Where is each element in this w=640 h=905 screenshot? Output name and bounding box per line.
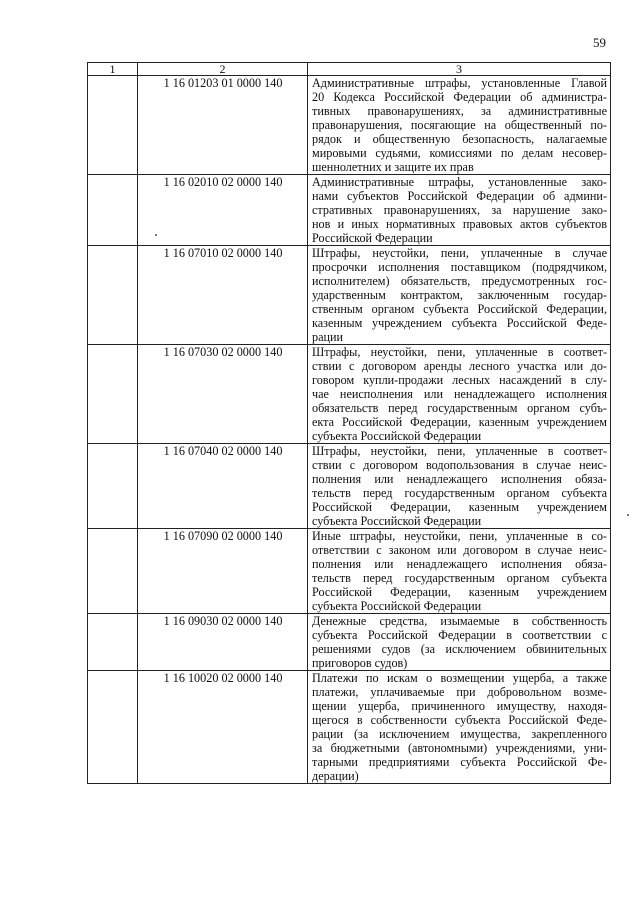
description-line: за бюджетными (автономными) учреждениями, уни- [312, 741, 607, 755]
description-line: тивных правонарушениях, за административные [312, 104, 607, 118]
description-line: казенным учреждением субъекта Российской Феде- [312, 316, 607, 330]
description-line: нами субъектов Российской Федерации об админи- [312, 189, 607, 203]
description-line: Иные штрафы, неустойки, пени, уплаченные в со- [312, 529, 607, 543]
description-line: мировыми судьями, комиссиями по делам несовер- [312, 146, 607, 160]
description-line: Российской Федерации [312, 231, 433, 245]
description-line: нов и иных нормативных правовых актов субъектов [312, 217, 607, 231]
description-line: рядок и общественную безопасность, налагаемые [312, 132, 607, 146]
budget-code: 1 16 07040 02 0000 140 [138, 444, 308, 529]
revenue-description [308, 529, 611, 614]
description-line: ударственным контрактом, заключенным государ- [312, 288, 607, 302]
row-number-cell [88, 444, 138, 529]
revenue-description [308, 246, 611, 345]
revenue-description [308, 614, 611, 671]
description-line: 20 Кодекса Российской Федерации об администра- [312, 90, 607, 104]
description-line: ственным органом субъекта Российской Федерации, [312, 302, 607, 316]
revenue-description [308, 76, 611, 175]
column-header-2: 2 [138, 63, 308, 76]
description-line: Платежи по искам о возмещении ущерба, а также [312, 671, 607, 685]
description-line: полнения или ненадлежащего исполнения обяза- [312, 472, 607, 486]
revenue-description [308, 175, 611, 246]
revenue-description [308, 671, 611, 784]
table-row [88, 246, 611, 345]
revenue-description [308, 345, 611, 444]
description-line: просрочки исполнения поставщиком (подрядчиком, [312, 260, 607, 274]
description-line: обязательств перед государственным органом субъ- [312, 401, 607, 415]
description-line: ответствии с законом или договором в случае неис- [312, 543, 607, 557]
row-number-cell [88, 76, 138, 175]
table-row [88, 614, 611, 671]
budget-code: 1 16 10020 02 0000 140 [138, 671, 308, 784]
budget-code: 1 16 09030 02 0000 140 [138, 614, 308, 671]
budget-code: 1 16 07030 02 0000 140 [138, 345, 308, 444]
row-number-cell [88, 175, 138, 246]
description-line: тарными предприятиями субъекта Российской Фе- [312, 755, 607, 769]
scan-speck [627, 514, 629, 516]
row-number-cell [88, 671, 138, 784]
description-line: щегося в собственности субъекта Российской Феде- [312, 713, 607, 727]
row-number-cell [88, 246, 138, 345]
description-line: исполнителем) обязательств, предусмотренных гос- [312, 274, 607, 288]
description-line: Российской Федерации, казенным учреждением [312, 500, 607, 514]
description-line: ствии с договором аренды лесного участка или до- [312, 359, 607, 373]
description-line: рации (за исключением имущества, закрепленного [312, 727, 607, 741]
description-line: чае неисполнения или ненадлежащего исполнения [312, 387, 607, 401]
revenue-description [308, 444, 611, 529]
description-line: приговоров судов) [312, 656, 408, 670]
description-line: субъекта Российской Федерации [312, 599, 482, 613]
description-line: ствии с договором водопользования в случае неис- [312, 458, 607, 472]
budget-code: 1 16 02010 02 0000 140 [138, 175, 308, 246]
description-line: платежи, уплачиваемые при добровольном возме- [312, 685, 607, 699]
description-line: дерации) [312, 769, 359, 783]
description-line: Штрафы, неустойки, пени, уплаченные в случае [312, 246, 607, 260]
description-line: Денежные средства, изымаемые в собственность [312, 614, 607, 628]
row-number-cell [88, 345, 138, 444]
description-line: рации [312, 330, 344, 344]
budget-code: 1 16 07090 02 0000 140 [138, 529, 308, 614]
row-number-cell [88, 614, 138, 671]
description-line: екта Российской Федерации, казенным учреждением [312, 415, 607, 429]
budget-code: 1 16 07010 02 0000 140 [138, 246, 308, 345]
table-row [88, 345, 611, 444]
description-line: Штрафы, неустойки, пени, уплаченные в соответ- [312, 345, 607, 359]
description-line: правонарушения, посягающие на общественный по- [312, 118, 607, 132]
description-line: субъекта Российской Федерации [312, 429, 482, 443]
description-line: субъекта Российской Федерации [312, 514, 482, 528]
budget-classification-table [87, 62, 611, 784]
description-line: говором купли-продажи лесных насаждений в слу- [312, 373, 607, 387]
description-line: щении ущерба, причиненного имуществу, находя- [312, 699, 607, 713]
column-header-3: 3 [308, 63, 611, 76]
description-line: стративных правонарушениях, за нарушение зако- [312, 203, 607, 217]
description-line: полнения или ненадлежащего исполнения обяза- [312, 557, 607, 571]
description-line: тельств перед государственным органом субъекта [312, 571, 607, 585]
description-line: Штрафы, неустойки, пени, уплаченные в соответ- [312, 444, 607, 458]
table-row [88, 76, 611, 175]
table-row [88, 444, 611, 529]
description-line: Административные штрафы, установленные Главой [312, 76, 607, 90]
table-row [88, 529, 611, 614]
row-number-cell [88, 529, 138, 614]
description-line: тельств перед государственным органом субъекта [312, 486, 607, 500]
column-header-1: 1 [88, 63, 138, 76]
description-line: субъекта Российской Федерации в соответствии с [312, 628, 607, 642]
description-line: шеннолетних и защите их прав [312, 160, 474, 174]
table-row [88, 175, 611, 246]
page-number: 59 [593, 35, 606, 50]
description-line: Российской Федерации, казенным учреждением [312, 585, 607, 599]
table-row [88, 671, 611, 784]
budget-code: 1 16 01203 01 0000 140 [138, 76, 308, 175]
table-header-row [88, 63, 611, 76]
description-line: Административные штрафы, установленные зако- [312, 175, 607, 189]
description-line: решениями судов (за исключением обвинительных [312, 642, 607, 656]
